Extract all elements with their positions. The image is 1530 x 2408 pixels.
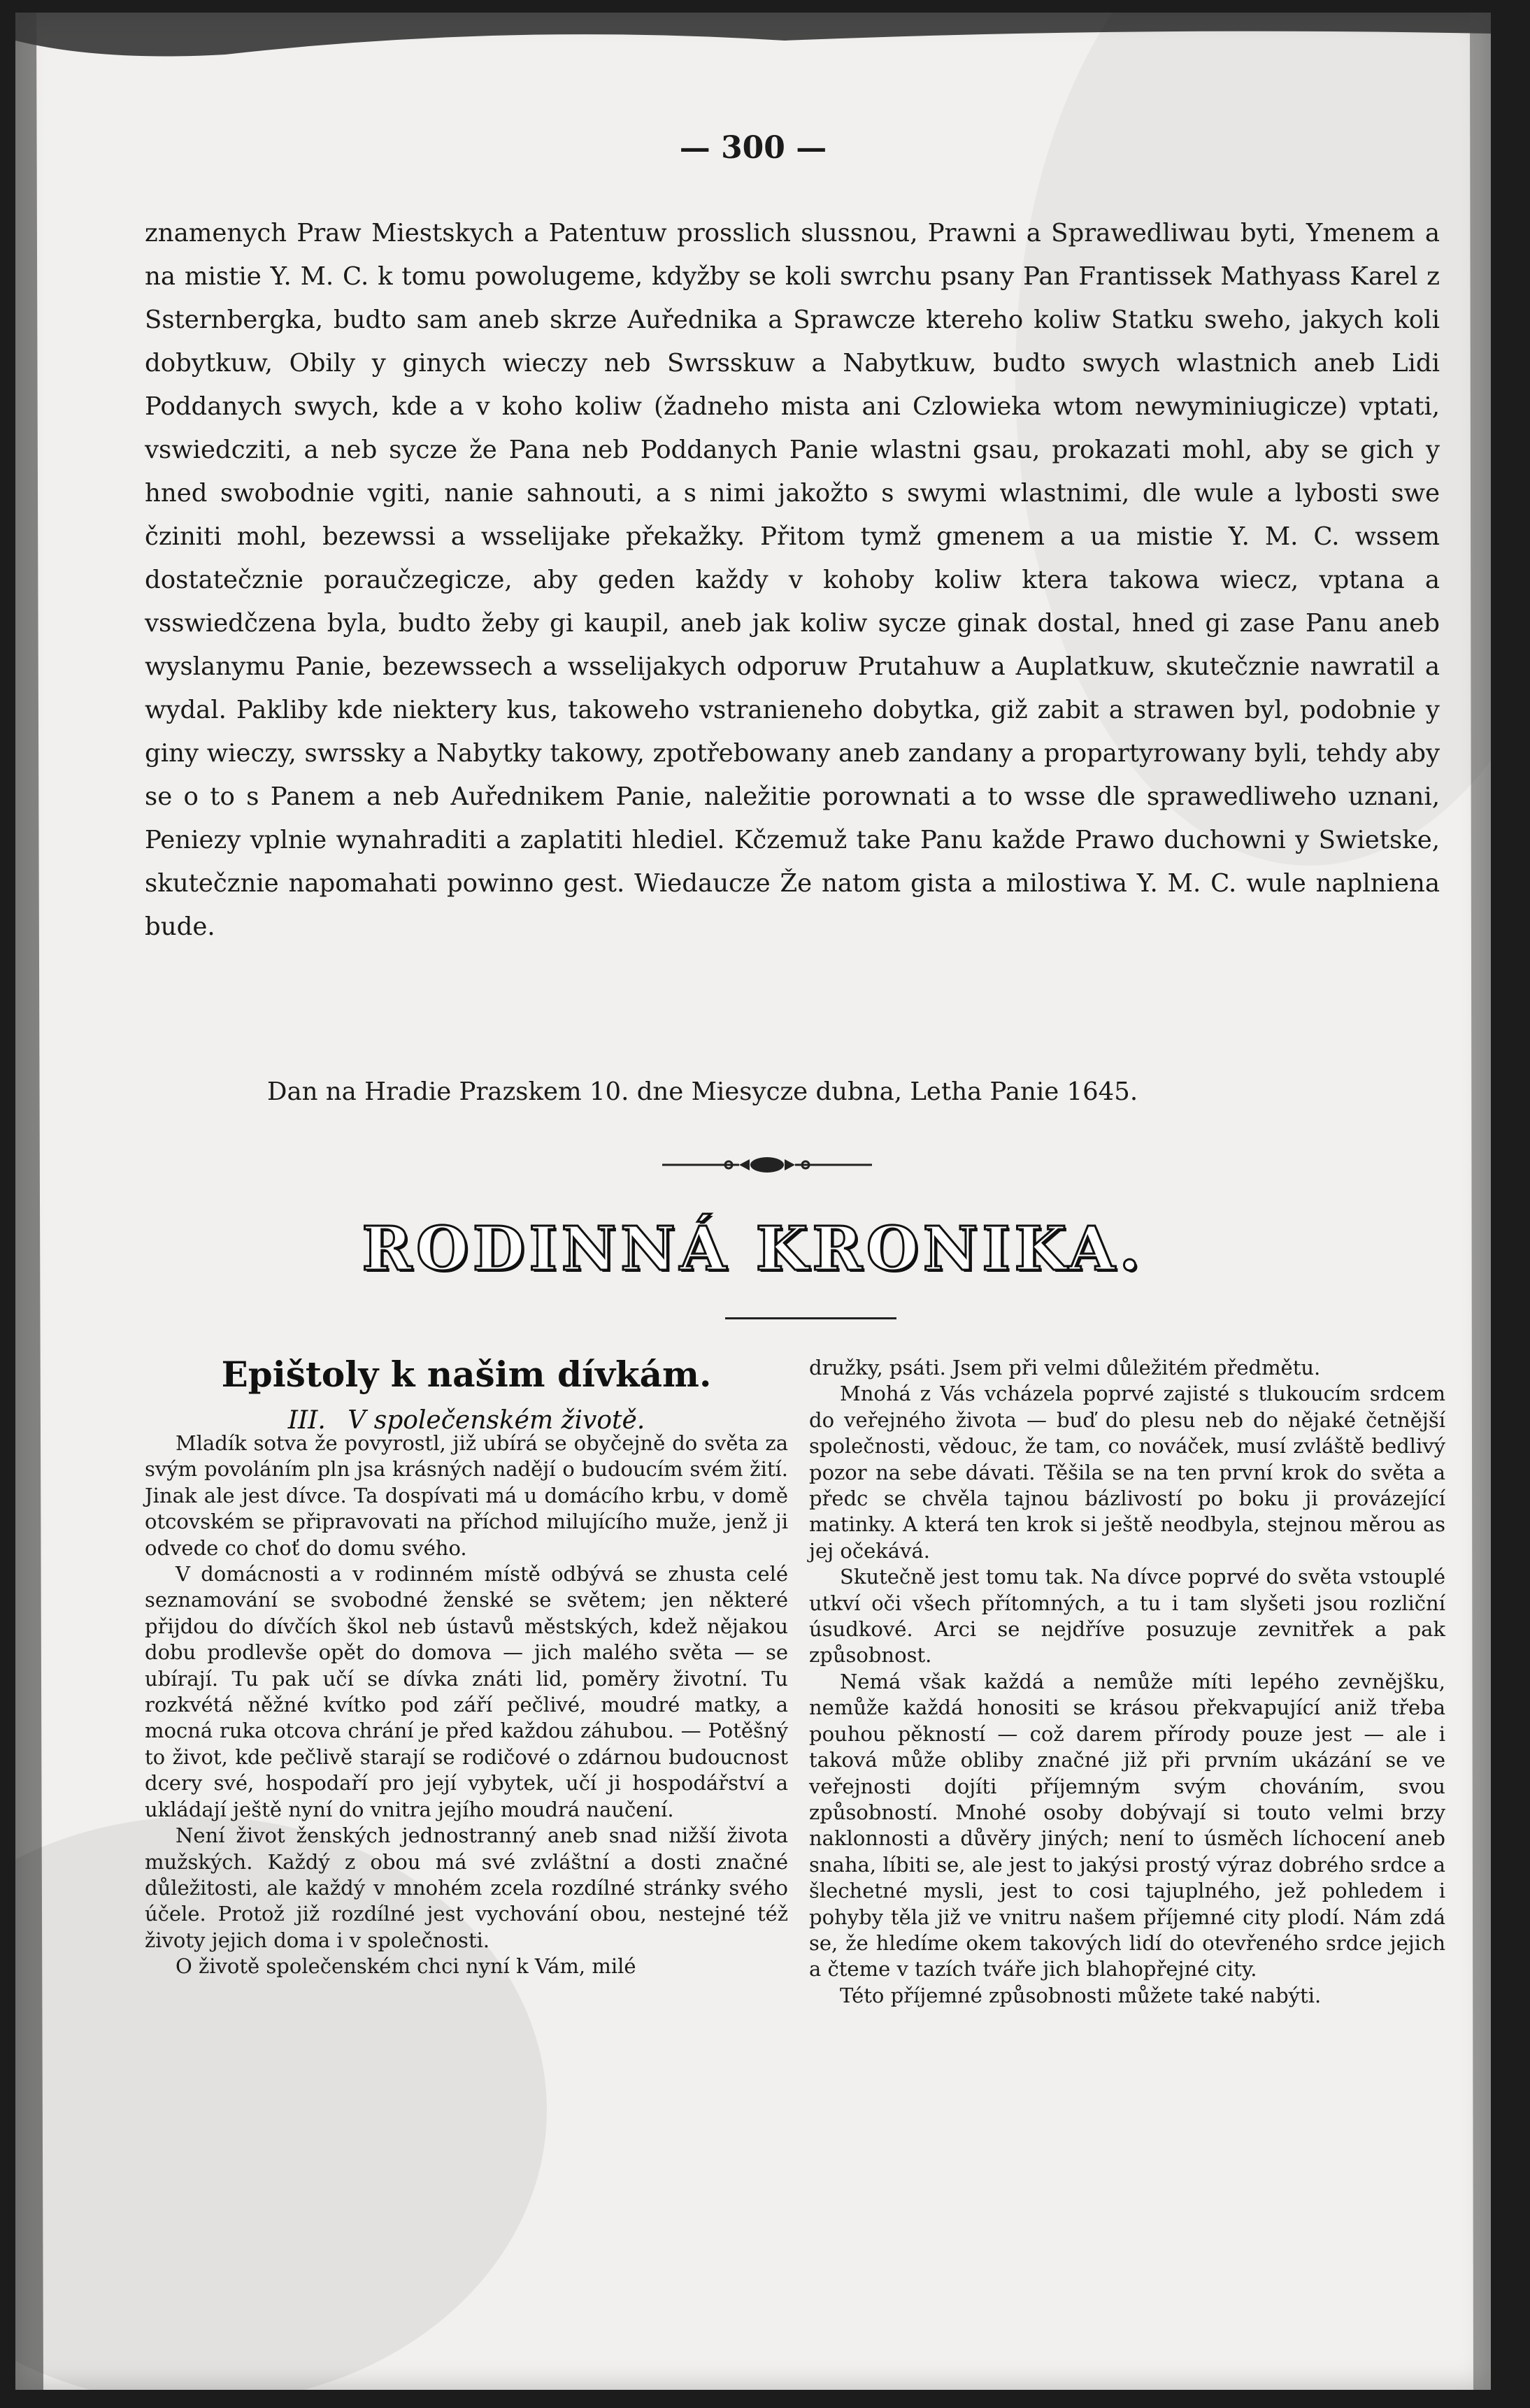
article-paragraph: Skutečně jest tomu tak. Na dívce poprvé do světa vstouplé utkví oči všech přítomných, a tu i tam slyšeti jsou rozliční úsudkové. Arci se nejdříve posuzuje zevnitřek a pak způsobnost. [809, 1565, 1445, 1668]
section-title: RODINNÁ KRONIKA. [362, 1214, 1145, 1284]
article-paragraph: Této příjemné způsobnosti můžete také nabýti. [840, 1983, 1322, 2007]
scanned-page [15, 13, 1491, 2390]
article-paragraph: Není život ženských jednostranný aneb snad nižší života mužských. Každý z obou má své zvláštní a dosti značné důležitosti, ale každý v mnohém zcela rozdílné stránky svého účele. Protož již rozdílné jest vychování obou, nestejné též životy jejich doma i v společnosti. [145, 1823, 788, 1952]
article-paragraph: Mladík sotva že povyrostl, již ubírá se obyčejně do světa za svým povoláním pln jsa krásných nadějí o budoucím svém žití. Jinak ale jest dívce. Ta dospívati má u domácího krbu, v domě otcovském se připravovati na příchod milujícího muže, jenž ji odvede co choť do domu svého. [145, 1431, 788, 1560]
article-paragraph: V domácnosti a v rodinném místě odbývá se zhusta celé seznamování se svobodné ženské se světem; jen některé přijdou do dívčích škol neb ústavů městských, kdež nějakou dobu prodlevše opět do domova — jich malého světa — se ubírají. Tu pak učí se dívka znáti lid, poměry životní. Tu rozkvétá něžné kvítko pod září pečlivé, moudré matky, a mocná ruka otcova chrání je před každou záhubou. — Potěšný to život, kde pečlivě starají se rodičové o zdárnou budoucnost dcery své, hospodaří pro její vybytek, učí ji hospodářství a ukládají ještě nyní do vnitra jejího moudrá naučení. [145, 1562, 788, 1821]
ornamental-divider-icon [662, 1151, 872, 1179]
article-right-column [809, 1355, 1445, 2009]
title-underline [725, 1317, 896, 1319]
article-paragraph: družky, psáti. Jsem při velmi důležitém předmětu. [809, 1356, 1321, 1379]
page-number: — 300 — [679, 130, 827, 166]
subtitle-text: V společenském životě. [348, 1406, 645, 1435]
decree-text [145, 212, 1440, 949]
article-paragraph: Nemá však každá a nemůže míti lepého zevnějšku, nemůže každá honositi se krásou překvapující aniž třeba pouhou pěkností — což darem přírody pouze jest — ale i taková může obliby značné již při prvním ukázání se ve veřejnosti dojíti příjemným svým chováním, svou způsobností. Mnohé osoby dobývají si touto velmi brzy naklonnosti a důvěry jiných; není to úsměch líchocení aneb snaha, líbiti se, ale jest to jakýsi prostý výraz dobrého srdce a šlechetné mysli, jest to cosi tajuplného, jež pohledem i pohyby těla již ve vnitru našem příjemné city plodí. Nám zdá se, že hledíme okem takových lidí do otevřeného srdce jejich a čteme v tazích tváře jich blahopřejné city. [809, 1669, 1445, 1981]
article-paragraph: O životě společenském chci nyní k Vám, milé [176, 1954, 636, 1979]
article-left-column [145, 1431, 788, 1980]
decree-signoff: Dan na Hradie Prazskem 10. dne Miesycze dubna, Letha Panie 1645. [267, 1077, 1138, 1106]
article-title: Epištoly k našim dívkám. [221, 1354, 712, 1395]
article-paragraph: Mnohá z Vás vcházela poprvé zajisté s tlukoucím srdcem do veřejného života — buď do plesu neb do nějaké četnější společnosti, vědouc, že tam, co nováček, musí zvláště bedlivý pozor na sebe dávati. Těšila se na ten první krok do světa a předc se chvěla tajnou bázlivostí po boku ji provázející matinky. A která ten krok si ještě neodbyla, stejnou měrou as jej očekává. [809, 1382, 1445, 1563]
decree-paragraph: znamenych Praw Miestskych a Patentuw prosslich slussnou, Prawni a Sprawedliwau byti, Ymenem a na mistie Y. M. C. k tomu powolugeme, kdyžby se koli swrchu psany Pan Frantissek Mathyass Karel z Ssternbergka, budto sam aneb skrze Auřednika a Sprawcze ktereho koliw Statku sweho, jakych koli dobytkuw, Obily y ginych wieczy neb Swrsskuw a Nabytkuw, budto swych wlastnich aneb Lidi Poddanych swych, kde a v koho koliw (žadneho mista ani Czlowieka wtom newyminiugicze) vptati, vswiedcziti, a neb sycze že Pana neb Poddanych Panie wlastni gsau, prokazati mohl, aby se gich y hned swobodnie vgiti, nanie sahnouti, a s nimi jakožto s swymi wlastnimi, dle wule a lybosti swe čziniti mohl, bezewssi a wsselijake překažky. Přitom tymž gmenem a ua mistie Y. M. C. wssem dostatečznie poraučzegicze, aby geden každy v kohoby koliw ktera takowa wiecz, vptana a vsswiedčzena byla, budto žeby gi kaupil, aneb jak koliw sycze ginak dostal, hned gi zase Panu aneb wyslanymu Panie, bezewssech a wsselijakych odporuw Prutahuw a Auplatkuw, skutečznie nawratil a wydal. Pakliby kde niektery kus, takoweho vstranieneho dobytka, giž zabit a strawen byl, podobnie y giny wieczy, swrssky a Nabytky takowy, zpotřebowany aneb zandany a propartyrowany byli, tehdy aby se o to s Panem a neb Auřednikem Panie, naležitie porownati a to wsse dle sprawedliweho uznani, Peniezy vplnie wynahraditi a zaplatiti hlediel. Kčzemuž take Panu každe Prawo duchowni y Swietske, skutečznie napomahati powinno gest. Wiedaucze Že natom gista a milostiwa Y. M. C. wule naplniena bude. [145, 219, 1440, 941]
subtitle-number: III. [287, 1406, 326, 1435]
